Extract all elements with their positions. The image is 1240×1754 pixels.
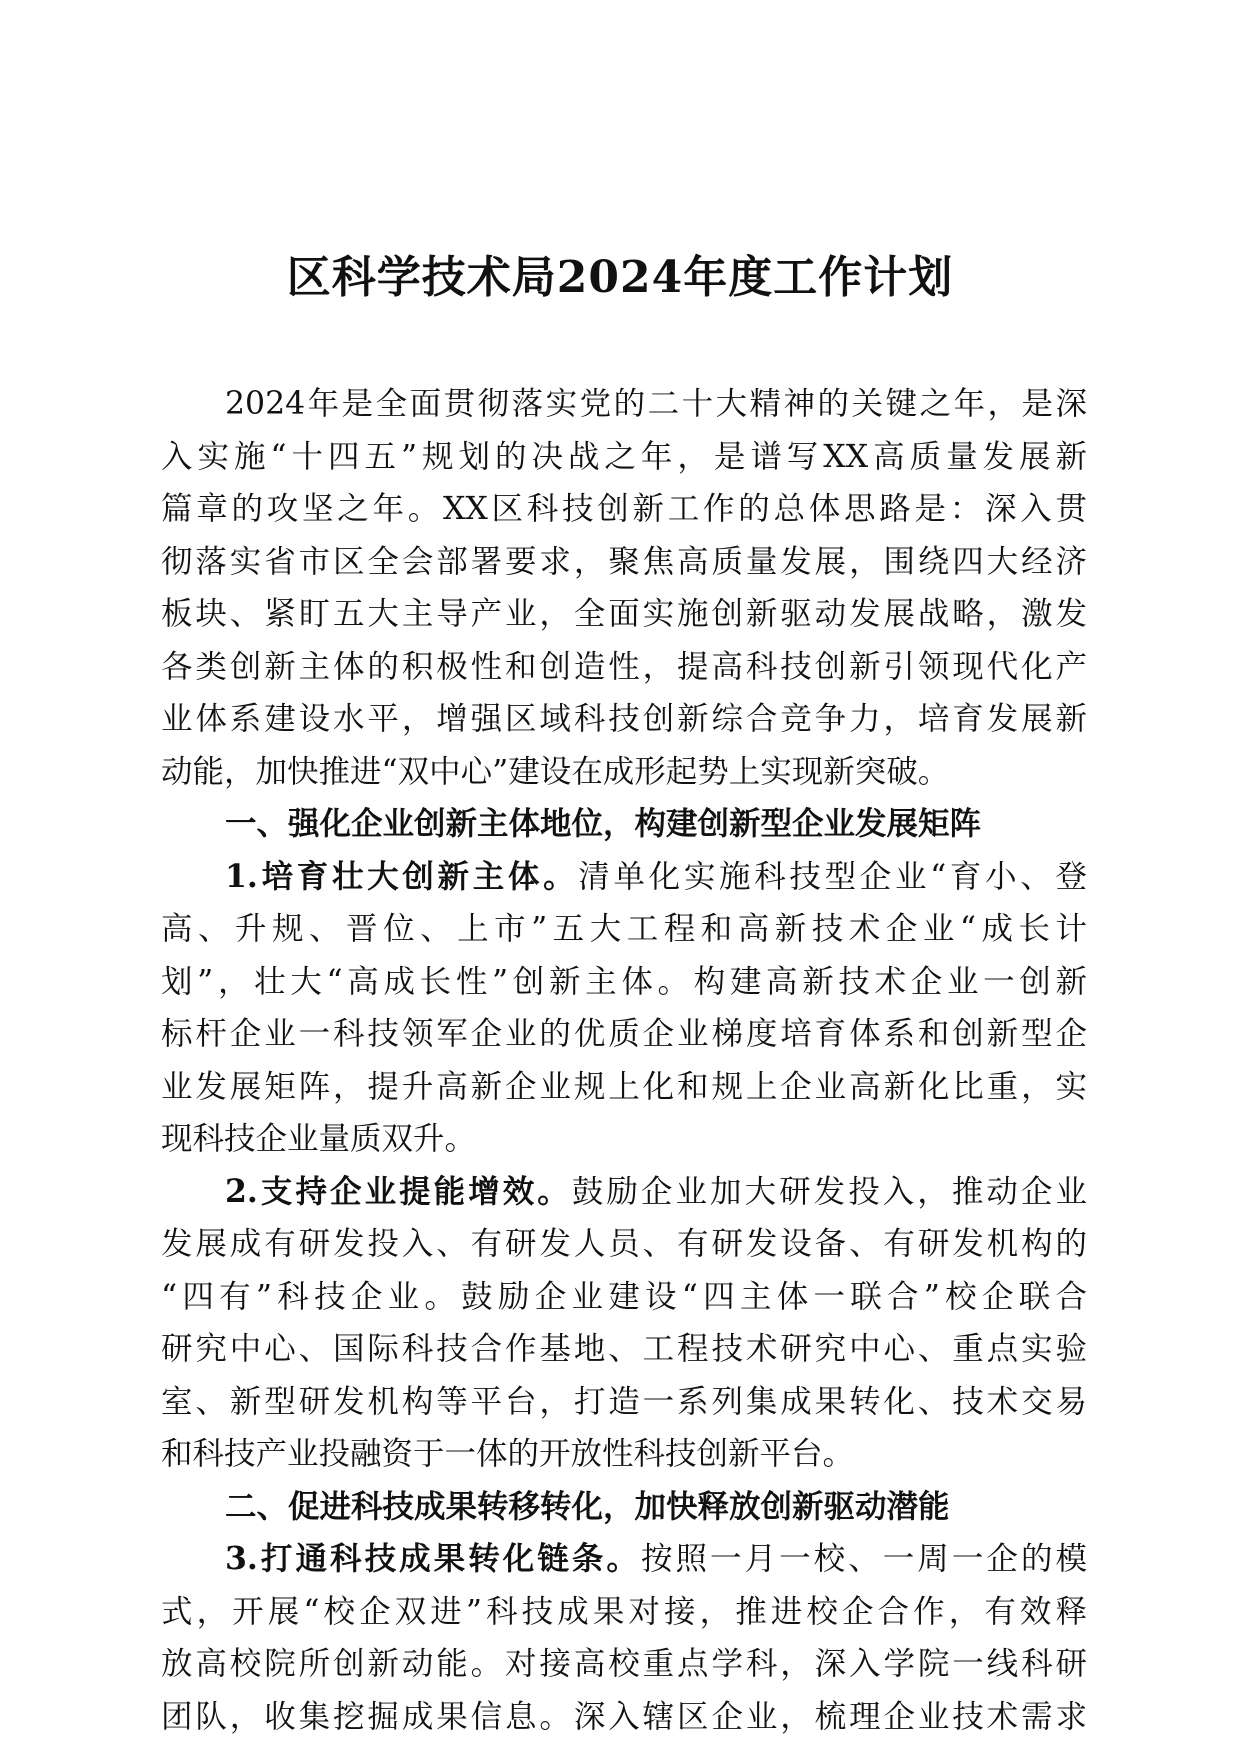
paragraph-line: 高、升规、晋位、上市”五大工程和高新技术企业“成长计 [161, 911, 1087, 947]
paragraph-line: 篇章的攻坚之年。XX区科技创新工作的总体思路是：深入贯 [161, 491, 1087, 527]
item-1-first-line [161, 851, 1087, 904]
item-3-first-line [161, 1533, 1087, 1586]
item-3-lead: 3.打通科技成果转化链条。 [225, 1540, 641, 1577]
paragraph-line: 入实施“十四五”规划的决战之年，是谱写XX高质量发展新 [161, 438, 1087, 475]
paragraph-line: 业体系建设水平，增强区域科技创新综合竞争力，培育发展新 [161, 701, 1087, 737]
paragraph-line: “四有”科技企业。鼓励企业建设“四主体一联合”校企联合 [161, 1278, 1087, 1315]
item-1-lead: 1.培育壮大创新主体。 [225, 857, 579, 895]
paragraph-line: 动能，加快推进“双中心”建设在成形起势上实现新突破。 [161, 753, 950, 790]
paragraph-line: 和科技产业投融资于一体的开放性科技创新平台。 [161, 1436, 855, 1472]
paragraph-line: 式，开展“校企双进”科技成果对接，推进校企合作，有效释 [161, 1593, 1087, 1630]
paragraph-line: 板块、紧盯五大主导产业，全面实施创新驱动发展战略，激发 [161, 596, 1087, 632]
item-2-first-line [161, 1166, 1087, 1219]
paragraph-line: 划”，壮大“高成长性”创新主体。构建高新技术企业一创新 [161, 963, 1087, 1000]
paragraph-line: 彻落实省市区全会部署要求，聚焦高质量发展，围绕四大经济 [161, 543, 1087, 580]
paragraph-line: 现科技企业量质双升。 [161, 1121, 477, 1157]
section-heading-2: 二、促进科技成果转移转化，加快释放创新驱动潜能 [225, 1487, 950, 1525]
section-heading-1: 一、强化企业创新主体地位，构建创新型企业发展矩阵 [225, 805, 982, 842]
paragraph-line: 标杆企业一科技领军企业的优质企业梯度培育体系和创新型企 [161, 1016, 1087, 1052]
item-2-lead: 2.支持企业提能增效。 [225, 1172, 572, 1210]
paragraph-line: 团队，收集挖掘成果信息。深入辖区企业，梳理企业技术需求 [161, 1698, 1087, 1735]
document-body [161, 378, 1087, 1743]
paragraph-line: 各类创新主体的积极性和创造性，提高科技创新引领现代化产 [161, 648, 1087, 685]
item-2-first-rest: 鼓励企业加大研发投入，推动企业 [571, 1173, 1087, 1210]
paragraph-line: 2024年是全面贯彻落实党的二十大精神的关键之年，是深 [225, 386, 1087, 422]
document-title: 区科学技术局2024年度工作计划 [286, 252, 954, 303]
paragraph-line: 室、新型研发机构等平台，打造一系列集成果转化、技术交易 [161, 1383, 1087, 1420]
item-3-first-rest: 按照一月一校、一周一企的模 [640, 1541, 1087, 1577]
paragraph-line: 研究中心、国际科技合作基地、工程技术研究中心、重点实验 [161, 1331, 1087, 1367]
paragraph-line: 业发展矩阵，提升高新企业规上化和规上企业高新化比重，实 [161, 1068, 1087, 1105]
paragraph-line: 放高校院所创新动能。对接高校重点学科，深入学院一线科研 [161, 1646, 1087, 1682]
paragraph-line: 发展成有研发投入、有研发人员、有研发设备、有研发机构的 [161, 1226, 1087, 1262]
item-1-first-rest: 清单化实施科技型企业“育小、登 [578, 858, 1087, 895]
